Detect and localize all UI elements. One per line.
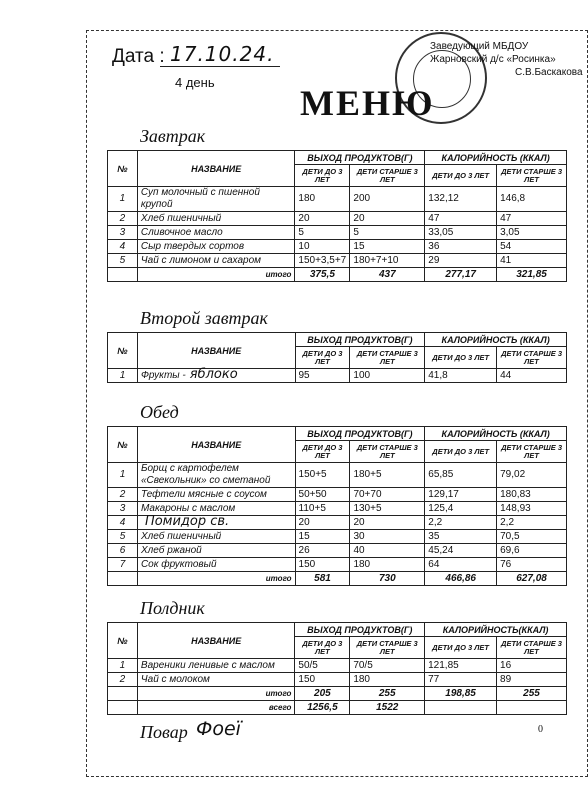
table-row — [108, 673, 567, 687]
output-over3: 70+70 — [350, 488, 425, 502]
day-label: 4 день — [175, 75, 215, 90]
handwritten-dish: яблоко — [189, 367, 238, 382]
dish-name — [137, 558, 295, 572]
calories-over3: 79,02 — [497, 463, 567, 488]
col-cal-over3: ДЕТИ СТАРШЕ 3 ЛЕТ — [497, 165, 567, 187]
table-row — [108, 212, 567, 226]
output-over3: 20 — [350, 516, 425, 530]
col-output: ВЫХОД ПРОДУКТОВ(Г) — [295, 333, 425, 347]
section-title-snack: Полдник — [140, 598, 205, 618]
output-under3: 150 — [295, 673, 350, 687]
total-row — [108, 572, 567, 586]
dish-name-text: Суп молочный с пшенной крупой — [140, 187, 260, 210]
total-calories-under3: 466,86 — [425, 572, 497, 586]
output-under3: 110+5 — [295, 502, 350, 516]
total-calories-over3 — [497, 701, 567, 715]
total-label: итого — [137, 572, 295, 586]
total-spacer — [108, 572, 138, 586]
dish-name — [137, 369, 295, 383]
total-output-under3: 1256,5 — [295, 701, 350, 715]
dish-name-text: Макароны с маслом — [140, 502, 236, 514]
output-under3: 180 — [295, 187, 350, 212]
section-title-breakfast: Завтрак — [140, 126, 206, 146]
output-over3: 180 — [350, 673, 425, 687]
calories-over3: 16 — [497, 659, 567, 673]
total-calories-under3: 277,17 — [425, 268, 497, 282]
col-over3: ДЕТИ СТАРШЕ 3 ЛЕТ — [350, 441, 425, 463]
calories-under3: 29 — [425, 254, 497, 268]
row-number: 6 — [108, 544, 138, 558]
date-label: Дата : — [112, 46, 165, 67]
row-number: 3 — [108, 226, 138, 240]
date-underline — [160, 66, 280, 67]
total-output-over3: 730 — [350, 572, 425, 586]
row-number: 1 — [108, 187, 138, 212]
col-name: НАЗВАНИЕ — [137, 151, 294, 187]
table-row — [108, 659, 567, 673]
section-title-lunch: Обед — [140, 402, 179, 422]
calories-under3: 35 — [425, 530, 497, 544]
total-calories-over3: 627,08 — [497, 572, 567, 586]
col-over3: ДЕТИ СТАРШЕ 3 ЛЕТ — [350, 165, 425, 187]
output-over3: 130+5 — [350, 502, 425, 516]
total-spacer — [108, 701, 138, 715]
dish-name-text: Сок фруктовый — [140, 558, 217, 570]
dish-name-text: Чай с лимоном и сахаром — [140, 254, 261, 266]
dish-name-text: Сыр твердых сортов — [140, 240, 245, 252]
dish-name — [137, 488, 295, 502]
table-row — [108, 240, 567, 254]
output-over3: 70/5 — [350, 659, 425, 673]
total-spacer — [108, 687, 138, 701]
calories-under3: 132,12 — [425, 187, 497, 212]
calories-under3: 45,24 — [425, 544, 497, 558]
calories-over3: 2,2 — [497, 516, 567, 530]
output-under3: 5 — [295, 226, 350, 240]
table-row — [108, 187, 567, 212]
output-under3: 50/5 — [295, 659, 350, 673]
col-name: НАЗВАНИЕ — [137, 427, 295, 463]
menu-title: МЕНЮ — [300, 83, 435, 123]
dish-name-text: Хлеб пшеничный — [140, 530, 222, 542]
col-output: ВЫХОД ПРОДУКТОВ(Г) — [295, 427, 425, 441]
row-number: 1 — [108, 659, 138, 673]
col-calories: КАЛОРИЙНОСТЬ (ККАЛ) — [425, 333, 567, 347]
calories-over3: 41 — [497, 254, 567, 268]
row-number: 5 — [108, 530, 138, 544]
total-output-over3: 1522 — [350, 701, 425, 715]
output-under3: 20 — [295, 516, 350, 530]
lunch-table — [107, 426, 567, 586]
approval-block — [430, 40, 583, 79]
row-number: 4 — [108, 240, 138, 254]
output-under3: 26 — [295, 544, 350, 558]
table-row — [108, 516, 567, 530]
calories-over3: 54 — [497, 240, 567, 254]
calories-over3: 47 — [497, 212, 567, 226]
total-output-under3: 581 — [295, 572, 350, 586]
table-row — [108, 369, 567, 383]
output-over3: 15 — [350, 240, 425, 254]
output-over3: 180+7+10 — [350, 254, 425, 268]
output-under3: 150+3,5+7 — [295, 254, 350, 268]
calories-under3: 33,05 — [425, 226, 497, 240]
output-over3: 5 — [350, 226, 425, 240]
calories-over3: 3,05 — [497, 226, 567, 240]
col-over3: ДЕТИ СТАРШЕ 3 ЛЕТ — [350, 637, 425, 659]
handwritten-dish: Помидор св. — [144, 514, 230, 529]
total-label: итого — [137, 687, 294, 701]
dish-name-text: Чай с молоком — [140, 673, 210, 685]
output-over3: 30 — [350, 530, 425, 544]
total-output-over3: 255 — [350, 687, 425, 701]
col-cal-under3: ДЕТИ ДО 3 ЛЕТ — [425, 165, 497, 187]
calories-under3: 77 — [425, 673, 497, 687]
col-cal-over3: ДЕТИ СТАРШЕ 3 ЛЕТ — [497, 441, 567, 463]
date-value: 17.10.24. — [170, 42, 275, 66]
total-row — [108, 268, 567, 282]
dish-name-text: Борщ с картофелем «Свекольник» со сметаной — [140, 463, 271, 486]
row-number: 4 — [108, 516, 138, 530]
row-number: 2 — [108, 673, 138, 687]
total-calories-over3: 255 — [497, 687, 567, 701]
col-cal-under3: ДЕТИ ДО 3 ЛЕТ — [425, 637, 497, 659]
output-over3: 200 — [350, 187, 425, 212]
total-calories-under3: 198,85 — [425, 687, 497, 701]
output-over3: 180 — [350, 558, 425, 572]
dish-name — [137, 254, 294, 268]
dish-name-text: Фрукты - — [140, 370, 186, 381]
total-spacer — [108, 268, 138, 282]
output-under3: 150+5 — [295, 463, 350, 488]
col-num: № — [108, 333, 138, 369]
col-num: № — [108, 623, 138, 659]
row-number: 5 — [108, 254, 138, 268]
col-under3: ДЕТИ ДО 3 ЛЕТ — [295, 441, 350, 463]
calories-over3: 44 — [497, 369, 567, 383]
dish-name — [137, 187, 294, 212]
table-row — [108, 226, 567, 240]
calories-under3: 65,85 — [425, 463, 497, 488]
calories-under3: 129,17 — [425, 488, 497, 502]
row-number: 1 — [108, 369, 138, 383]
col-cal-under3: ДЕТИ ДО 3 ЛЕТ — [425, 441, 497, 463]
corner-mark: 0 — [538, 724, 543, 735]
col-under3: ДЕТИ ДО 3 ЛЕТ — [295, 165, 350, 187]
output-over3: 40 — [350, 544, 425, 558]
dish-name-text: Хлеб пшеничный — [140, 212, 222, 224]
row-number: 3 — [108, 502, 138, 516]
table-row — [108, 558, 567, 572]
calories-over3: 180,83 — [497, 488, 567, 502]
total-output-under3: 375,5 — [295, 268, 350, 282]
calories-under3: 121,85 — [425, 659, 497, 673]
output-under3: 15 — [295, 530, 350, 544]
calories-over3: 76 — [497, 558, 567, 572]
col-under3: ДЕТИ ДО 3 ЛЕТ — [295, 347, 350, 369]
calories-over3: 70,5 — [497, 530, 567, 544]
col-output: ВЫХОД ПРОДУКТОВ(Г) — [295, 151, 425, 165]
calories-over3: 69,6 — [497, 544, 567, 558]
output-under3: 10 — [295, 240, 350, 254]
total-output-under3: 205 — [295, 687, 350, 701]
dish-name — [137, 530, 295, 544]
col-num: № — [108, 151, 138, 187]
col-name: НАЗВАНИЕ — [137, 623, 294, 659]
calories-under3: 125,4 — [425, 502, 497, 516]
table-row — [108, 254, 567, 268]
col-calories: КАЛОРИЙНОСТЬ (ККАЛ) — [425, 151, 567, 165]
cook-signature: Фоеї — [196, 718, 241, 740]
col-name: НАЗВАНИЕ — [137, 333, 295, 369]
table-row — [108, 463, 567, 488]
calories-over3: 89 — [497, 673, 567, 687]
approval-line-1: Заведующий МБДОУ — [430, 41, 529, 52]
dish-name — [137, 212, 294, 226]
row-number: 2 — [108, 212, 138, 226]
approval-line-2: Жарновский д/с «Росинка» — [430, 54, 556, 65]
col-cal-over3: ДЕТИ СТАРШЕ 3 ЛЕТ — [497, 347, 567, 369]
output-under3: 20 — [295, 212, 350, 226]
dish-name — [137, 673, 294, 687]
snack-table — [107, 622, 567, 715]
breakfast-table — [107, 150, 567, 282]
calories-over3: 148,93 — [497, 502, 567, 516]
col-under3: ДЕТИ ДО 3 ЛЕТ — [295, 637, 350, 659]
cook-label: Повар — [140, 722, 188, 742]
total-label: итого — [137, 268, 294, 282]
table-row — [108, 544, 567, 558]
dish-name — [137, 544, 295, 558]
calories-under3: 64 — [425, 558, 497, 572]
output-over3: 20 — [350, 212, 425, 226]
output-under3: 150 — [295, 558, 350, 572]
dish-name-text: Хлеб ржаной — [140, 544, 202, 556]
table-row — [108, 530, 567, 544]
output-over3: 100 — [350, 369, 425, 383]
total-output-over3: 437 — [350, 268, 425, 282]
total-label: всего — [137, 701, 294, 715]
calories-under3: 41,8 — [425, 369, 497, 383]
total-calories-under3 — [425, 701, 497, 715]
col-over3: ДЕТИ СТАРШЕ 3 ЛЕТ — [350, 347, 425, 369]
dish-name — [137, 240, 294, 254]
row-number: 2 — [108, 488, 138, 502]
dish-name — [137, 516, 295, 530]
calories-over3: 146,8 — [497, 187, 567, 212]
total-calories-over3: 321,85 — [497, 268, 567, 282]
dish-name — [137, 659, 294, 673]
section-title-second-breakfast: Второй завтрак — [140, 308, 268, 328]
dish-name-text: Сливочное масло — [140, 226, 223, 238]
output-under3: 50+50 — [295, 488, 350, 502]
output-under3: 95 — [295, 369, 350, 383]
dish-name-text: Тефтели мясные с соусом — [140, 488, 267, 500]
calories-under3: 36 — [425, 240, 497, 254]
grand-total-row — [108, 701, 567, 715]
col-output: ВЫХОД ПРОДУКТОВ(Г) — [295, 623, 425, 637]
total-row — [108, 687, 567, 701]
second-breakfast-table — [107, 332, 567, 383]
approval-line-3: С.В.Баскакова — [515, 67, 583, 78]
dish-name — [137, 463, 295, 488]
row-number: 1 — [108, 463, 138, 488]
row-number: 7 — [108, 558, 138, 572]
col-calories: КАЛОРИЙНОСТЬ(ККАЛ) — [425, 623, 567, 637]
calories-under3: 47 — [425, 212, 497, 226]
table-row — [108, 488, 567, 502]
col-calories: КАЛОРИЙНОСТЬ (ККАЛ) — [425, 427, 567, 441]
calories-under3: 2,2 — [425, 516, 497, 530]
dish-name — [137, 226, 294, 240]
col-cal-under3: ДЕТИ ДО 3 ЛЕТ — [425, 347, 497, 369]
dish-name-text: Вареники ленивые с маслом — [140, 659, 275, 671]
col-num: № — [108, 427, 138, 463]
output-over3: 180+5 — [350, 463, 425, 488]
col-cal-over3: ДЕТИ СТАРШЕ 3 ЛЕТ — [497, 637, 567, 659]
